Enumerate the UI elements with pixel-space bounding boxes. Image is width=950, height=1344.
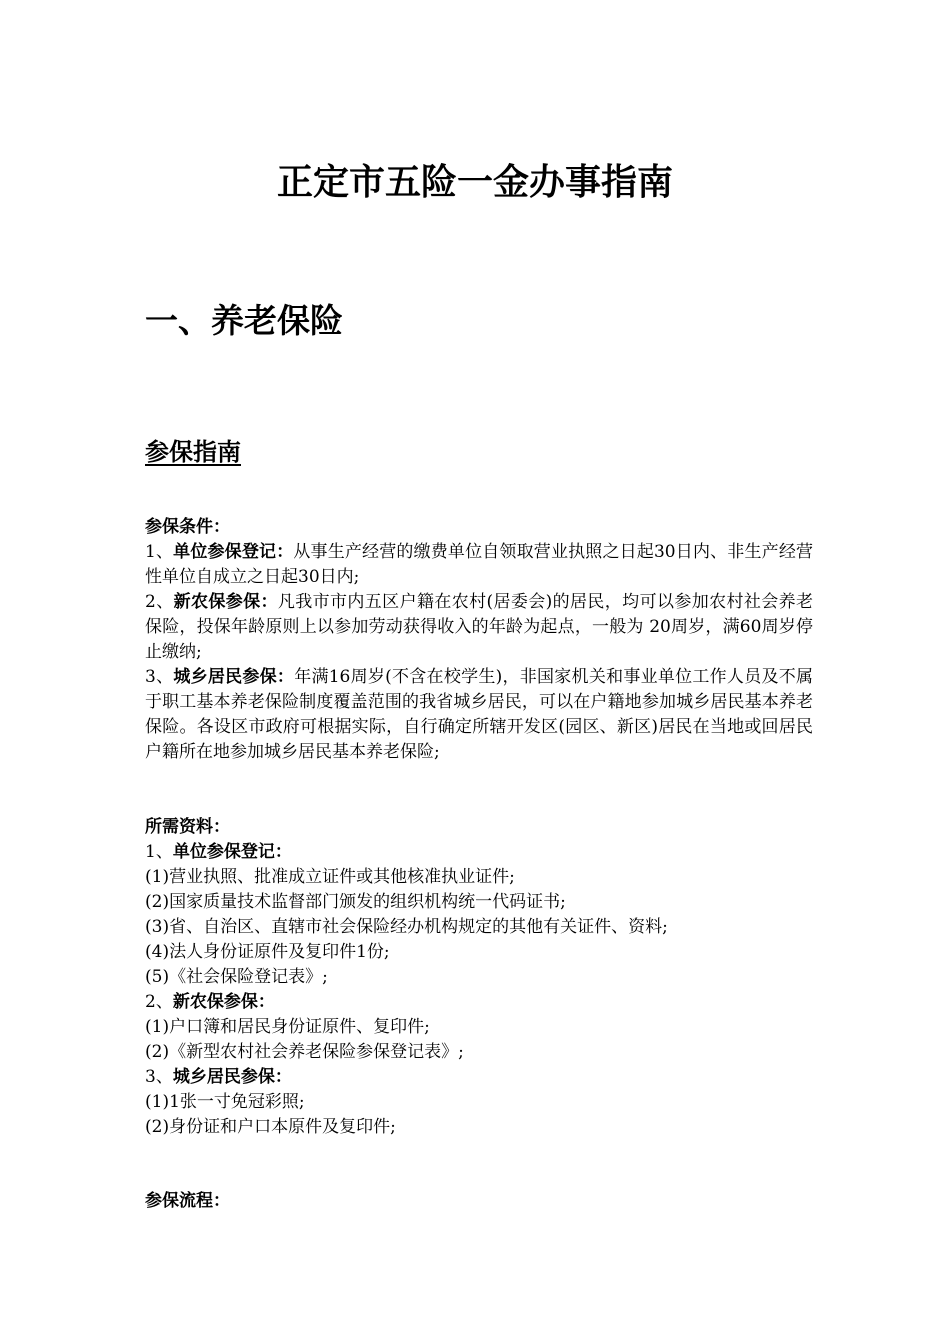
condition-num: 1、 bbox=[145, 542, 174, 562]
condition-text: 从事生产经营的缴费单位自领取营业执照之日起30日内、非生产经营性单位自成立之日起30日内; bbox=[145, 542, 813, 587]
condition-num: 3、 bbox=[145, 667, 174, 687]
materials-group-num: 3、 bbox=[145, 1067, 173, 1087]
materials-block bbox=[145, 815, 813, 1140]
condition-item bbox=[145, 590, 813, 665]
condition-text: 凡我市市内五区户籍在农村(居委会)的居民，均可以参加农村社会养老保险，投保年龄原则上以参加劳动获得收入的年龄为起点，一般为 20周岁，满60周岁停止缴纳; bbox=[145, 592, 814, 662]
condition-term: 单位参保登记： bbox=[173, 542, 294, 562]
process-label: 参保流程： bbox=[145, 1191, 230, 1211]
materials-line: (5)《社会保险登记表》; bbox=[145, 967, 328, 987]
materials-group-num: 1、 bbox=[145, 842, 173, 862]
condition-item bbox=[145, 665, 813, 765]
condition-term: 新农保参保： bbox=[173, 592, 278, 612]
materials-group-heading bbox=[145, 990, 813, 1015]
conditions-block bbox=[145, 515, 813, 765]
subsection-heading-guide: 参保指南 bbox=[145, 437, 241, 466]
condition-num: 2、 bbox=[145, 592, 174, 612]
materials-group-heading bbox=[145, 840, 813, 865]
materials-line: (2)身份证和户口本原件及复印件; bbox=[145, 1117, 396, 1137]
process-block bbox=[145, 1189, 813, 1214]
materials-label: 所需资料： bbox=[145, 817, 230, 837]
materials-line: (3)省、自治区、直辖市社会保险经办机构规定的其他有关证件、资料; bbox=[145, 917, 668, 937]
materials-group-term: 新农保参保： bbox=[172, 992, 275, 1012]
condition-term: 城乡居民参保： bbox=[173, 667, 295, 687]
conditions-label: 参保条件： bbox=[145, 517, 230, 537]
section-heading-pension: 一、养老保险 bbox=[145, 301, 343, 340]
materials-line: (1)户口簿和居民身份证原件、复印件; bbox=[145, 1017, 430, 1037]
materials-group-term: 城乡居民参保： bbox=[172, 1067, 292, 1087]
materials-line: (2)国家质量技术监督部门颁发的组织机构统一代码证书; bbox=[145, 892, 566, 912]
materials-line: (1)1张一寸免冠彩照; bbox=[145, 1092, 305, 1112]
materials-line: (1)营业执照、批准成立证件或其他核准执业证件; bbox=[145, 867, 515, 887]
materials-group-num: 2、 bbox=[145, 992, 173, 1012]
document-title: 正定市五险一金办事指南 bbox=[276, 161, 673, 203]
materials-line: (4)法人身份证原件及复印件1份; bbox=[145, 942, 390, 962]
condition-text: 年满16周岁(不含在校学生)，非国家机关和事业单位工作人员及不属于职工基本养老保险制度覆盖范围的我省城乡居民，可以在户籍地参加城乡居民基本养老保险。各设区市政府可根据实际，自行确定所辖开发区(园区、新区)居民在当地或回居民户籍所在地参加城乡居民基本养老保险; bbox=[145, 667, 813, 762]
materials-group-heading bbox=[145, 1065, 813, 1090]
materials-line: (2)《新型农村社会养老保险参保登记表》; bbox=[145, 1042, 464, 1062]
condition-item bbox=[145, 540, 813, 590]
materials-group-term: 单位参保登记： bbox=[172, 842, 292, 862]
